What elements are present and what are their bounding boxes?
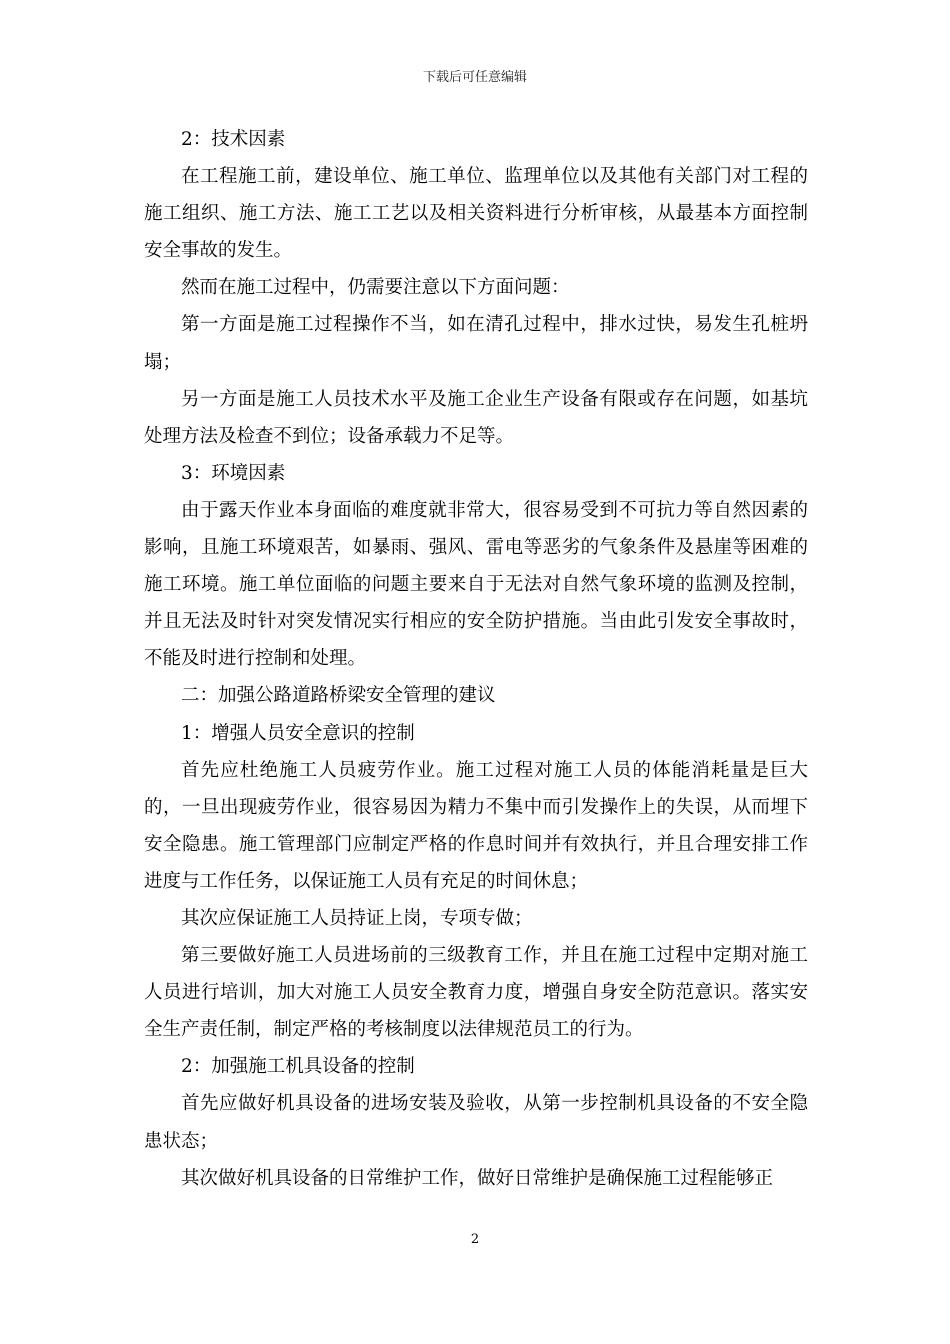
paragraph: 首先应杜绝施工人员疲劳作业。施工过程对施工人员的体能消耗量是巨大的，一旦出现疲劳作业，很容易因为精力不集中而引发操作上的失误，从而埋下安全隐患。施工管理部门应制定严格的作息时间并有效执行，并且合理安排工作进度与工作任务，以保证施工人员有充足的时间休息；: [144, 759, 808, 892]
paragraph: 由于露天作业本身面临的难度就非常大，很容易受到不可抗力等自然因素的影响，且施工环境艰苦，如暴雨、强风、雷电等恶劣的气象条件及悬崖等困难的施工环境。施工单位面临的问题主要来自于无法对自然气象环境的监测及控制，并且无法及时针对突发情况实行相应的安全防护措施。当由此引发安全事故时，不能及时进行控制和处理。: [144, 499, 808, 670]
paragraph: 在工程施工前，建设单位、施工单位、监理单位以及其他有关部门对工程的施工组织、施工方法、施工工艺以及相关资料进行分析审核，从最基本方面控制安全事故的发生。: [144, 166, 808, 262]
paragraph: 其次做好机具设备的日常维护工作，做好日常维护是确保施工过程能够正: [181, 1167, 774, 1189]
heading-equipment-control: 2：加强施工机具设备的控制: [181, 1056, 415, 1078]
paragraph: 其次应保证施工人员持证上岗，专项专做；: [181, 907, 533, 929]
paragraph: 第一方面是施工过程操作不当，如在清孔过程中，排水过快，易发生孔桩坍塌；: [144, 314, 808, 373]
paragraph: 另一方面是施工人员技术水平及施工企业生产设备有限或存在问题，如基坑处理方法及检查不到位；设备承载力不足等。: [144, 388, 808, 447]
heading-environment-factors: 3：环境因素: [181, 462, 286, 484]
heading-section-two: 二：加强公路道路桥梁安全管理的建议: [181, 685, 496, 707]
paragraph: 然而在施工过程中，仍需要注意以下方面问题：: [181, 277, 570, 299]
page-number: 2: [470, 1232, 480, 1247]
page-header: 下载后可任意编辑: [422, 70, 527, 85]
document-body: [144, 121, 808, 1197]
heading-technical-factors: 2：技术因素: [181, 129, 286, 150]
paragraph: 第三要做好施工人员进场前的三级教育工作，并且在施工过程中定期对施工人员进行培训，加大对施工人员安全教育力度，增强自身安全防范意识。落实安全生产责任制，制定严格的考核制度以法律规范员工的行为。: [144, 945, 808, 1041]
heading-personnel-safety: 1：增强人员安全意识的控制: [181, 722, 415, 744]
paragraph: 首先应做好机具设备的进场安装及验收，从第一步控制机具设备的不安全隐患状态；: [144, 1093, 808, 1152]
